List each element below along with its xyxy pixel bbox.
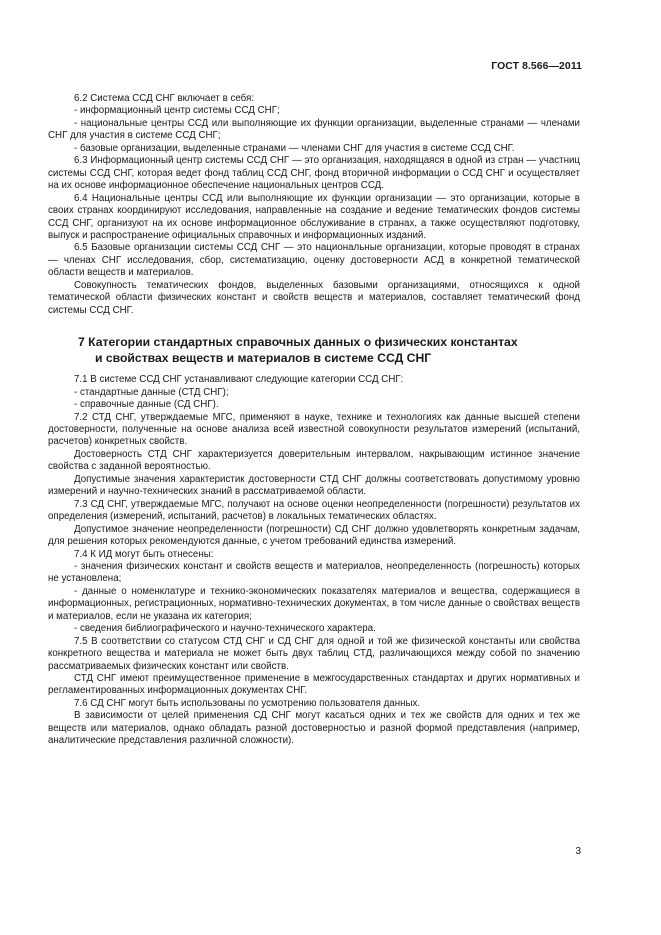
list-item: - базовые организации, выделенные странами — членами СНГ для участия в системе ССД СНГ. xyxy=(74,142,515,154)
paragraph: Совокупность тематических фондов, выделенных базовыми организациями, относящихся к одной тематической области физических констант и свойств веществ и материалов, составляет тематический фонд системы ССД СНГ. xyxy=(48,279,580,316)
paragraph: 6.2 Система ССД СНГ включает в себя: xyxy=(74,93,255,104)
paragraph: Допустимые значения характеристик достоверности СТД СНГ должны соответствовать допустимому уровню измерений и научно-технических знаний в рассматриваемой области. xyxy=(48,473,580,498)
paragraph: 7.6 СД СНГ могут быть использованы по усмотрению пользователя данных. xyxy=(74,697,421,709)
section-heading-line: и свойствах веществ и материалов в системе ССД СНГ xyxy=(95,351,432,366)
paragraph: Достоверность СТД СНГ характеризуется доверительным интервалом, накрывающим истинное значение свойства с заданной вероятностью. xyxy=(48,448,580,473)
list-item: - справочные данные (СД СНГ). xyxy=(74,399,219,411)
paragraph: 6.4 Национальные центры ССД или выполняющие их функции организации — это организации, которые в своих странах координируют исследования, направленные на создание и ведение тематических фондов системы ССД СНГ, организуют на их основе информационное обслуживание в странах, а также осуществляют подготовку, выпуск и распространение официальных справочных и информационных изданий. xyxy=(48,192,580,241)
paragraph: 6.3 Информационный центр системы ССД СНГ — это организация, находящаяся в одной из стран — участниц системы ССД СНГ, которая ведет фонд таблиц ССД СНГ, фонд вторичной информации о ССД СНГ и осуществляет на их основе информационное обеспечение национальных центров ССД. xyxy=(48,155,580,192)
paragraph: 7.1 В системе ССД СНГ устанавливают следующие категории ССД СНГ: xyxy=(74,374,404,386)
paragraph: В зависимости от целей применения СД СНГ могут касаться одних и тех же свойств для одних и тех же веществ или материалов, однако обладать разной достоверностью и разной формой представления (например, аналитические представления различной сложности). xyxy=(48,710,580,747)
list-item: - значения физических констант и свойств веществ и материалов, неопределенность (погрешность) которых не установлена; xyxy=(48,560,580,585)
paragraph: 7.2 СТД СНГ, утверждаемые МГС, применяют в науке, технике и технологиях как данные высшей степени достоверности, полученные на основе анализа всей известной совокупности результатов измерений (испытаний, расчетов) конкретных свойств. xyxy=(48,411,580,448)
document-body xyxy=(48,93,580,748)
paragraph: СТД СНГ имеют преимущественное применение в межгосударственных стандартах и других нормативных и регламентированных информационных документах СНГ. xyxy=(48,673,580,697)
paragraph: 7.4 К ИД могут быть отнесены: xyxy=(74,548,214,560)
document-header-code: ГОСТ 8.566—2011 xyxy=(491,61,582,72)
list-item: - национальные центры ССД или выполняющие их функции организации, выделенные странами — членами СНГ для участия в системе ССД СНГ; xyxy=(48,117,580,142)
list-item: - информационный центр системы ССД СНГ; xyxy=(74,105,280,117)
section-heading-line: 7 Категории стандартных справочных данных о физических константах xyxy=(78,335,518,350)
list-item: - сведения библиографического и научно-технического характера. xyxy=(74,623,376,635)
list-item: - стандартные данные (СТД СНГ); xyxy=(74,386,229,398)
paragraph: 7.5 В соответствии со статусом СТД СНГ и СД СНГ для одной и той же физической константы или свойства конкретного вещества и материала не может быть двух таблиц СТД, различающихся между собой по значению рассматриваемых физических констант или свойств. xyxy=(48,635,580,672)
paragraph: Допустимое значение неопределенности (погрешности) СД СНГ должно удовлетворять конкретным задачам, для решения которых рекомендуются данные, с учетом требований единства измерений. xyxy=(48,523,580,548)
paragraph: 7.3 СД СНГ, утверждаемые МГС, получают на основе оценки неопределенности (погрешности) результатов их определения (измерений, испытаний, расчетов) в локальных тематических областях. xyxy=(48,498,580,523)
paragraph: 6.5 Базовые организации системы ССД СНГ — это национальные организации, которые проводят в странах — членах СНГ исследования, сбор, систематизацию, оценку достоверности АСД в конкретной тематической области веществ и материалов. xyxy=(48,242,580,279)
page-number: 3 xyxy=(575,846,581,857)
section-heading xyxy=(78,334,580,366)
list-item: - данные о номенклатуре и технико-экономических показателях материалов и вещества, содержащиеся в информационных, регистрационных, нормативно-технических документах, в том числе данные о свойствах веществ и материалов, если не указана их категория; xyxy=(48,585,580,622)
